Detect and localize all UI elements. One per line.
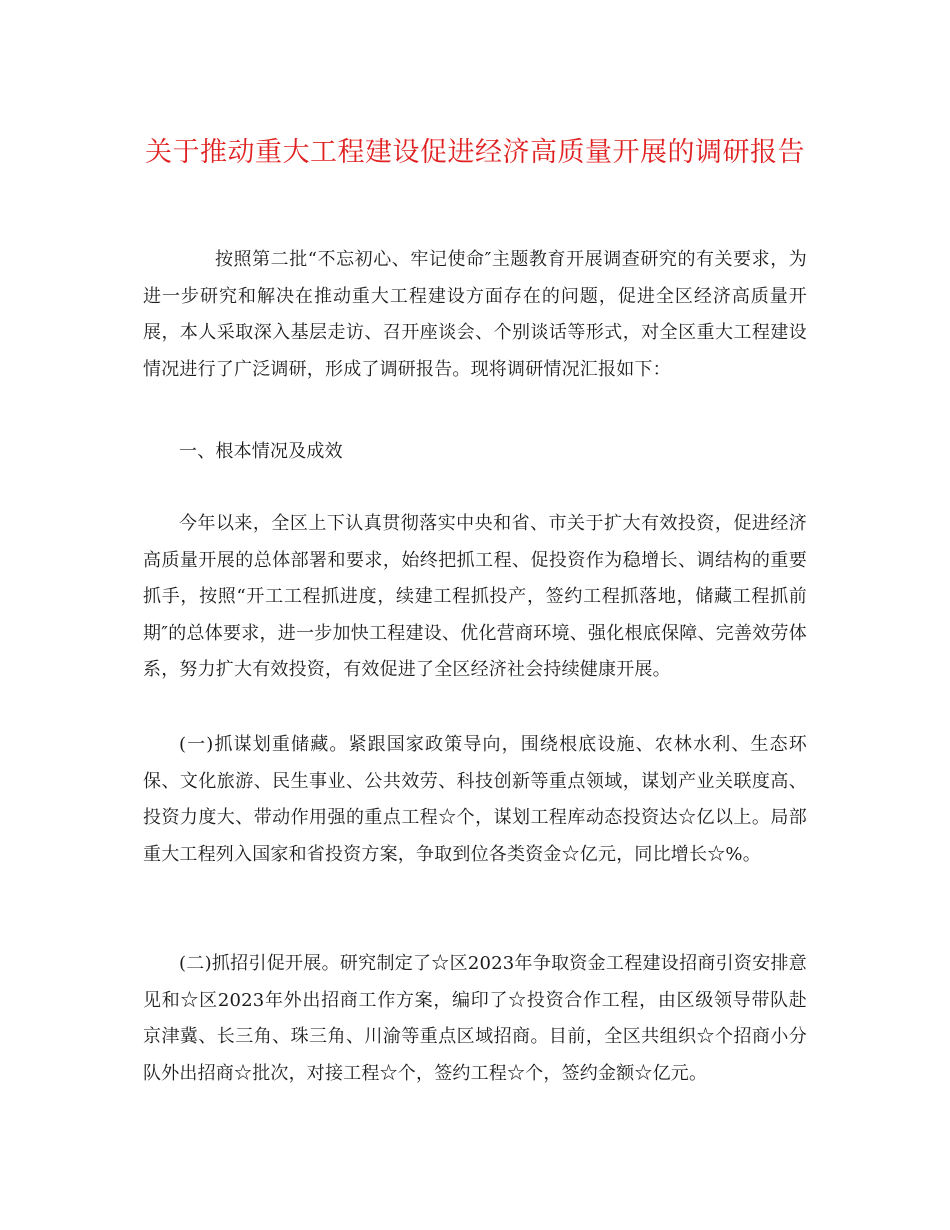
- intro-paragraph: 按照第二批“不忘初心、牢记使命″主题教育开展调查研究的有关要求，为进一步研究和解决在推动重大工程建设方面存在的问题，促进全区经济高质量开展，本人采取深入基层走访、召开座谈会、个别谈话等形式，对全区重大工程建设情况进行了广泛调研，形成了调研报告。现将调研情况汇报如下：: [143, 249, 807, 380]
- item-1-paragraph: (一)抓谋划重储藏。紧跟国家政策导向，围绕根底设施、农林水利、生态环保、文化旅游、民生事业、公共效劳、科技创新等重点领域，谋划产业关联度高、投资力度大、带动作用强的重点工程☆个，谋划工程库动态投资达☆亿以上。局部重大工程列入国家和省投资方案，争取到位各类资金☆亿元，同比增长☆%。: [143, 734, 807, 865]
- item-2-paragraph: (二)抓招引促开展。研究制定了☆区2023年争取资金工程建设招商引资安排意见和☆区2023年外出招商工作方案，编印了☆投资合作工程，由区级领导带队赴京津冀、长三角、珠三角、川渝等重点区域招商。目前，全区共组织☆个招商小分队外出招商☆批次，对接工程☆个，签约工程☆个，签约金额☆亿元。: [143, 953, 807, 1084]
- document-title: 关于推动重大工程建设促进经济高质量开展的调研报告: [145, 137, 805, 168]
- section-heading: 一、根本情况及成效: [179, 441, 343, 462]
- overview-paragraph: 今年以来，全区上下认真贯彻落实中央和省、市关于扩大有效投资，促进经济高质量开展的总体部署和要求，始终把抓工程、促投资作为稳增长、调结构的重要抓手，按照“开工工程抓进度，续建工程抓投产，签约工程抓落地，储藏工程抓前期″的总体要求，进一步加快工程建设、优化营商环境、强化根底保障、完善效劳体系，努力扩大有效投资，有效促进了全区经济社会持续健康开展。: [143, 513, 807, 681]
